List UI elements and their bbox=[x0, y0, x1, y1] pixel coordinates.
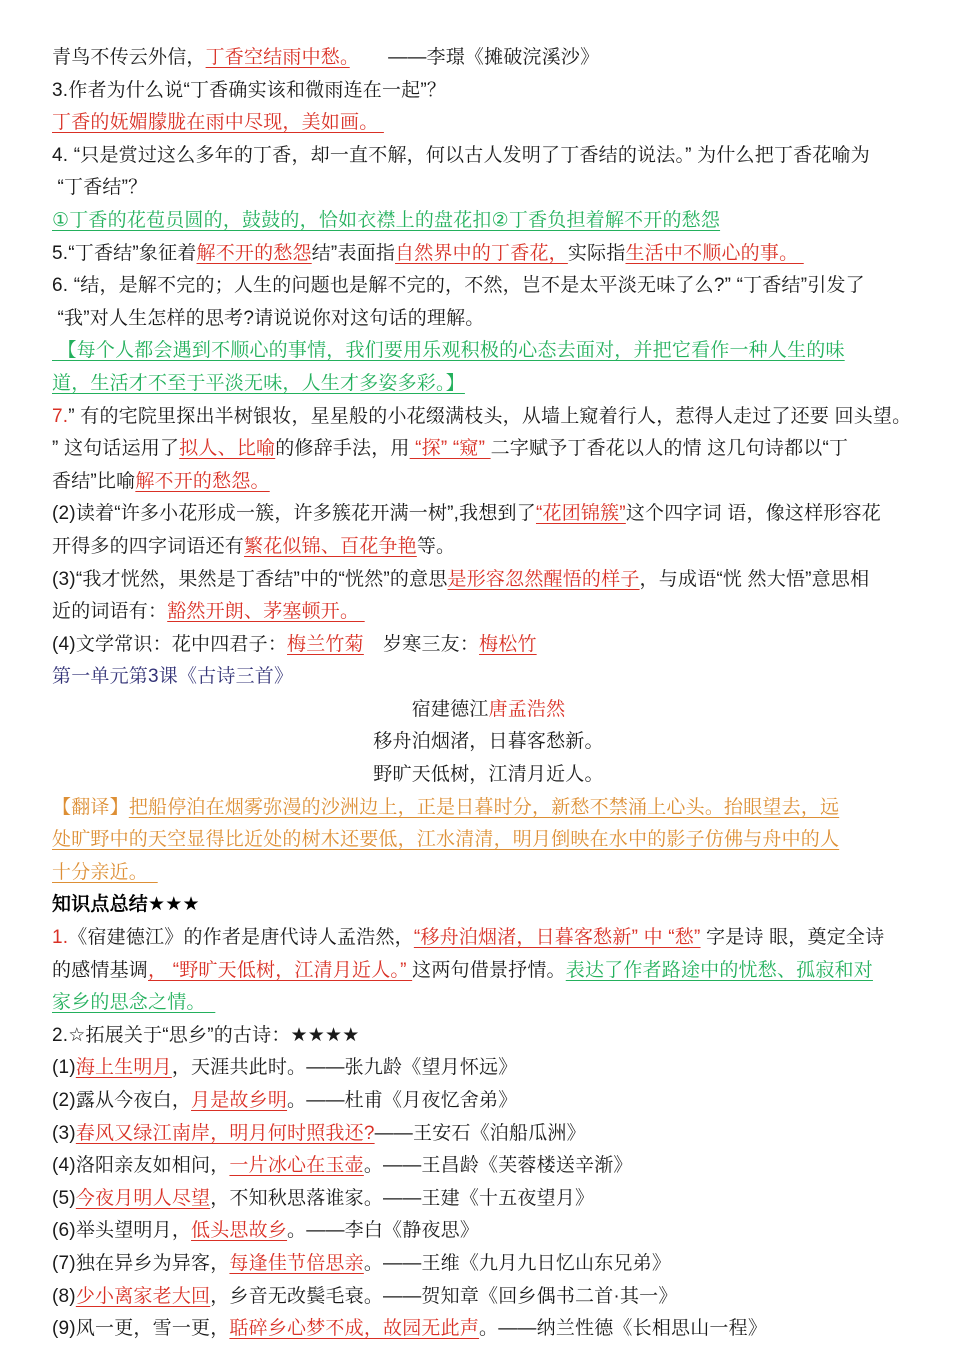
text-segment: 移舟泊烟渚，日暮客愁新。 bbox=[373, 731, 604, 753]
text-segment: 把船停泊在烟雾弥漫的沙洲边上，正是日暮时分，新愁不禁涌上心头。抬眼望去，远 bbox=[128, 796, 840, 818]
text-segment: ， “野旷天低树，江清月近人。” bbox=[148, 959, 413, 981]
text-line bbox=[52, 303, 925, 336]
text-line bbox=[52, 1052, 925, 1085]
text-segment: 岁寒三友： bbox=[363, 633, 480, 655]
text-segment: 青鸟不传云外信， bbox=[52, 47, 206, 68]
text-segment: 十分亲近。 bbox=[52, 861, 158, 883]
text-segment: 丁香的妩媚朦胧在雨中尽现，美如画。 bbox=[52, 112, 384, 134]
text-line bbox=[52, 1150, 925, 1183]
text-line bbox=[52, 42, 925, 75]
text-segment: ——王安石《泊船瓜洲》 bbox=[374, 1122, 586, 1144]
text-line bbox=[52, 1020, 925, 1053]
text-segment: 今夜月明人尽望 bbox=[75, 1187, 211, 1209]
text-segment: 。——纳兰性德《长相思山一程》 bbox=[479, 1318, 768, 1340]
text-line bbox=[52, 792, 925, 825]
text-segment: (7)独在异乡为异客， bbox=[52, 1252, 230, 1274]
text-segment: 7. bbox=[52, 405, 69, 427]
text-segment: 家乡的思念之情。 bbox=[52, 992, 216, 1014]
text-line bbox=[52, 1215, 925, 1248]
text-segment: 等。 bbox=[416, 535, 456, 557]
text-segment: 2.☆拓展关于“思乡”的古诗：★★★★ bbox=[52, 1024, 360, 1046]
text-segment: 海上生明月 bbox=[75, 1057, 172, 1079]
text-segment: 拟人、比喻 bbox=[179, 438, 276, 460]
text-line bbox=[52, 1281, 925, 1314]
text-segment: 唐孟浩然 bbox=[488, 698, 566, 720]
text-segment: “丁香结”？ bbox=[52, 177, 148, 199]
text-line bbox=[52, 205, 925, 238]
text-segment: 4. “只是赏过这么多年的丁香，却一直不解，何以古人发明了丁香结的说法。” 为什么把丁香花喻为 bbox=[52, 144, 870, 166]
text-segment: 月是故乡明 bbox=[191, 1090, 288, 1111]
text-segment: 表达了作者路途中的忧愁、孤寂和对 bbox=[565, 959, 873, 981]
text-segment: 这个四字词 语，像这样形容花 bbox=[625, 503, 881, 525]
text-segment: 丁香空结雨中愁。 bbox=[205, 47, 350, 68]
text-line bbox=[52, 466, 925, 499]
text-segment: 的修辞手法，用 bbox=[275, 438, 410, 460]
text-line bbox=[52, 1085, 925, 1118]
text-segment: (5) bbox=[52, 1187, 76, 1209]
text-line bbox=[52, 922, 925, 955]
text-line bbox=[52, 1313, 925, 1346]
text-segment: ” 这句话运用了 bbox=[52, 438, 180, 460]
text-segment: (1) bbox=[52, 1057, 76, 1079]
text-line bbox=[52, 531, 925, 564]
text-segment: (3) bbox=[52, 1122, 76, 1144]
text-segment: 1. bbox=[52, 927, 69, 949]
text-line bbox=[52, 889, 925, 922]
text-line bbox=[52, 401, 925, 434]
text-segment: 春风又绿江南岸，明月何时照我还? bbox=[75, 1122, 375, 1144]
text-segment: ，天涯共此时。——张九龄《望月怀远》 bbox=[171, 1057, 518, 1079]
text-line bbox=[52, 629, 925, 662]
text-segment: 解不开的愁怨。 bbox=[135, 470, 270, 492]
text-segment: 豁然开朗、茅塞顿开。 bbox=[167, 601, 365, 623]
text-segment: 少小离家老大回 bbox=[75, 1285, 211, 1307]
text-segment: 二字赋予丁香花以人的情 这几句诗都以“丁 bbox=[490, 438, 849, 460]
text-line bbox=[52, 433, 925, 466]
text-segment: (2)读着“许多小花形成一簇，许多簇花开满一树”,我想到了 bbox=[52, 503, 536, 525]
text-line bbox=[52, 694, 925, 727]
text-line bbox=[52, 270, 925, 303]
text-segment: 近的词语有： bbox=[52, 601, 168, 623]
text-line bbox=[52, 759, 925, 792]
text-line bbox=[52, 857, 925, 890]
text-line bbox=[52, 661, 925, 694]
text-line bbox=[52, 596, 925, 629]
text-segment: ，与成语“恍 然大悟”意思相 bbox=[639, 568, 870, 590]
text-segment: (2)露从今夜白， bbox=[52, 1090, 192, 1111]
text-segment: 第一单元第3课《古诗三首》 bbox=[52, 666, 294, 688]
text-segment: 宿建德江 bbox=[411, 698, 489, 720]
text-segment: 结”表面指 bbox=[311, 242, 396, 264]
text-segment: (6)举头望明月， bbox=[52, 1220, 192, 1242]
text-segment: 的感情基调 bbox=[52, 959, 149, 981]
text-line bbox=[52, 1183, 925, 1216]
text-segment: 【翻译】 bbox=[52, 796, 129, 818]
text-segment: 解不开的愁怨 bbox=[196, 242, 312, 264]
text-line bbox=[52, 498, 925, 531]
text-segment: 低头思故乡 bbox=[191, 1220, 288, 1242]
text-segment: “探” “窥” bbox=[409, 438, 491, 460]
text-line bbox=[52, 955, 925, 988]
text-segment: 5.“丁香结”象征着 bbox=[52, 242, 197, 264]
text-segment: 【每个人都会遇到不顺心的事情，我们要用乐观积极的心态去面对，并把它看作一种人生的味 bbox=[52, 340, 845, 362]
text-segment: ——李璟《摊破浣溪沙》 bbox=[349, 47, 600, 68]
text-segment: 每逢佳节倍思亲 bbox=[229, 1252, 364, 1274]
text-segment: “花团锦簇” bbox=[535, 503, 626, 525]
text-segment: 《宿建德江》的作者是唐代诗人孟浩然， bbox=[68, 927, 414, 949]
text-segment: 6. “结，是解不完的；人生的问题也是解不完的，不然，岂不是太平淡无味了么?” “丁香结”引发了 bbox=[52, 275, 865, 297]
text-line bbox=[52, 368, 925, 401]
text-line bbox=[52, 75, 925, 108]
text-segment: 。——李白《静夜思》 bbox=[287, 1220, 480, 1242]
text-segment: “我”对人生怎样的思考?请说说你对这句话的理解。 bbox=[52, 307, 485, 329]
text-segment: 生活中不顺心的事。 bbox=[625, 242, 804, 264]
text-line bbox=[52, 1118, 925, 1151]
text-segment: (3)“我才恍然，果然是丁香结”中的“恍然”的意思 bbox=[52, 568, 448, 590]
text-line bbox=[52, 140, 925, 173]
text-line bbox=[52, 107, 925, 140]
text-line bbox=[52, 1248, 925, 1281]
text-segment: ，乡音无改鬓毛衰。——贺知章《回乡偶书二首·其一》 bbox=[210, 1285, 678, 1307]
text-line bbox=[52, 238, 925, 271]
text-line bbox=[52, 824, 925, 857]
text-segment: 聒碎乡心梦不成，故园无此声 bbox=[229, 1318, 480, 1340]
text-segment: ，不知秋思落谁家。——王建《十五夜望月》 bbox=[210, 1187, 595, 1209]
text-segment: ①丁香的花苞员圆的，鼓鼓的，恰如衣襟上的盘花扣②丁香负担着解不开的愁怨 bbox=[52, 209, 721, 231]
text-segment: 实际指 bbox=[567, 242, 626, 264]
text-segment: 知识点总结★★★ bbox=[52, 894, 200, 916]
text-segment: 。——王昌龄《芙蓉楼送辛渐》 bbox=[363, 1155, 633, 1177]
text-segment: (4)洛阳亲友如相问， bbox=[52, 1155, 230, 1177]
text-segment: 是形容忽然醒悟的样子 bbox=[447, 568, 640, 590]
text-segment: 字是诗 眼，奠定全诗 bbox=[700, 927, 885, 949]
text-segment: 梅兰竹菊 bbox=[287, 633, 364, 655]
text-segment: 道，生活才不至于平淡无味，人生才多姿多彩。】 bbox=[52, 372, 465, 394]
text-segment: 繁花似锦、百花争艳 bbox=[244, 535, 417, 557]
text-segment: 这两句借景抒情。 bbox=[412, 959, 566, 981]
text-segment: 处旷野中的天空显得比近处的树木还要低，江水清清，明月倒映在水中的影子仿佛与舟中的人 bbox=[52, 829, 840, 851]
text-line bbox=[52, 335, 925, 368]
text-line bbox=[52, 564, 925, 597]
text-segment: (9)风一更，雪一更， bbox=[52, 1318, 230, 1340]
text-line bbox=[52, 726, 925, 759]
text-segment: 。——杜甫《月夜忆舍弟》 bbox=[287, 1090, 518, 1111]
text-segment: 自然界中的丁香花， bbox=[395, 242, 568, 264]
document-body bbox=[52, 42, 925, 1346]
text-segment: 野旷天低树，江清月近人。 bbox=[373, 764, 604, 786]
text-line bbox=[52, 172, 925, 205]
text-segment: “移舟泊烟渚，日暮客愁新” 中 “愁” bbox=[413, 927, 701, 949]
text-segment: 开得多的四字词语还有 bbox=[52, 535, 245, 557]
text-segment: (4)文学常识：花中四君子： bbox=[52, 633, 288, 655]
text-segment: 一片冰心在玉壶 bbox=[229, 1155, 364, 1177]
text-segment: 梅松竹 bbox=[479, 633, 537, 655]
text-segment: ” 有的宅院里探出半树银妆，星星般的小花缀满枝头，从墙上窥着行人，惹得人走过了还要 回头望。 bbox=[68, 405, 912, 427]
text-segment: 3.作者为什么说“丁香确实该和微雨连在一起”？ bbox=[52, 79, 447, 101]
text-line bbox=[52, 987, 925, 1020]
text-segment: (8) bbox=[52, 1285, 76, 1307]
text-segment: 。——王维《九月九日忆山东兄弟》 bbox=[363, 1252, 672, 1274]
text-segment: 香结”比喻 bbox=[52, 470, 136, 492]
